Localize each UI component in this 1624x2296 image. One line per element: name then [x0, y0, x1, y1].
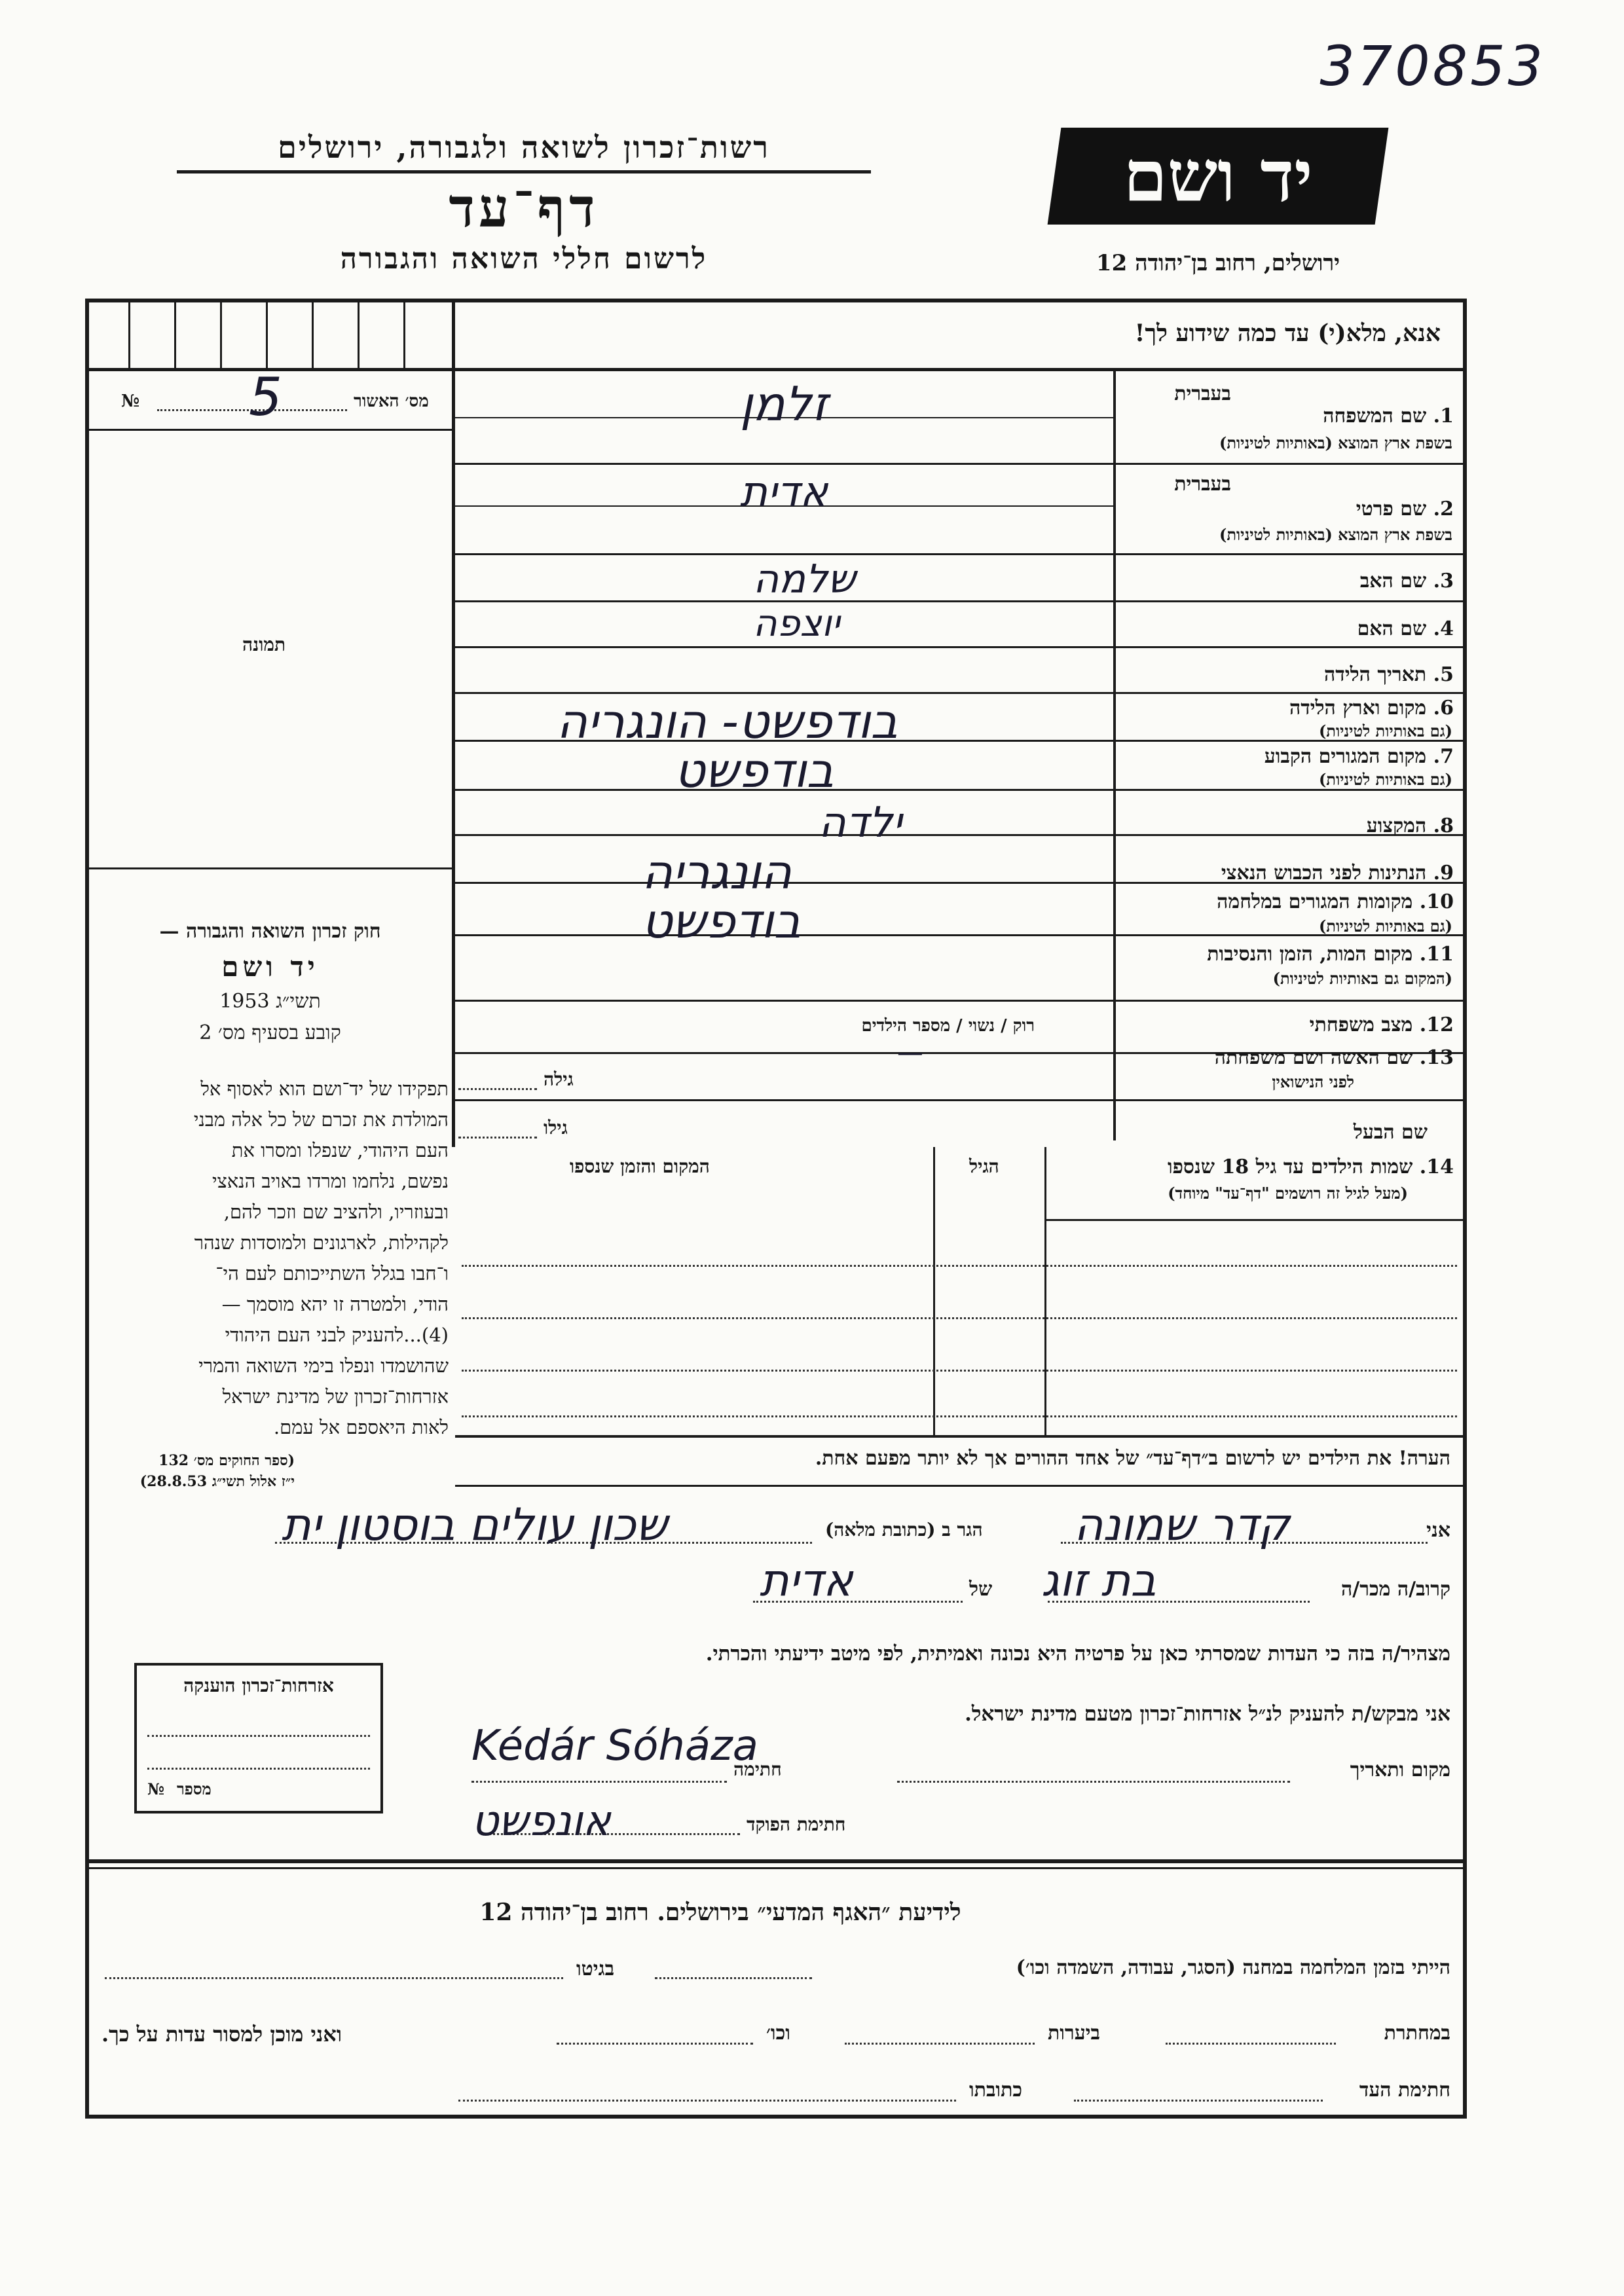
top-tick-boxes — [89, 302, 449, 368]
field-9-value: הונגריה — [642, 845, 792, 900]
field-7-label: 7. מקום המגורים הקבוע — [1264, 745, 1454, 768]
address-label: כתובתו — [969, 2079, 1023, 2102]
ghetto-label: בגיטו — [576, 1958, 615, 1980]
field-2-sub: בשפת ארץ המוצא (באותיות לטיניות) — [1219, 525, 1452, 544]
signature-label: חתימה — [733, 1758, 782, 1780]
etc-label: וכו׳ — [766, 2022, 790, 2045]
field-13-label: 13. שם האשה ושם משפחתה — [1214, 1046, 1454, 1069]
citizenship-no-symbol: № — [147, 1779, 165, 1798]
field-12-label: 12. מצב משפחתי — [1309, 1013, 1454, 1036]
logo-text: יד ושם — [1123, 136, 1313, 218]
declarant-lives-in: הגר ב (כתובת מלאה) — [825, 1519, 983, 1540]
field-4-value: יוצפה — [753, 602, 840, 645]
field-6-value: בודפשט- הונגריה — [557, 694, 898, 749]
law-line-2: יד ושם — [221, 951, 319, 983]
place-date-label: מקום ותאריך — [1350, 1758, 1450, 1781]
law-ref-1: (ספר החוקים מס׳ 132 — [158, 1452, 295, 1469]
officer-label: חתימת הפוקד — [747, 1813, 846, 1835]
field-8-label: 8. המקצוע — [1366, 814, 1454, 837]
field-1-hebrew-tag: בעברית — [1174, 382, 1231, 405]
field-12-options: רוק / נשוי / מספר הילדים — [861, 1016, 1035, 1036]
form-title: דף־עד — [449, 177, 599, 240]
children-sub: (מעל לגיל זה רושמים "דף־עד" מיוחד) — [1168, 1184, 1408, 1203]
form-intro: אנא, מלא(י) עד כמה שידוע לך! — [1134, 319, 1441, 347]
forests-label: ביערות — [1048, 2022, 1101, 2045]
field-2-value: אדית — [740, 468, 828, 517]
law-line-4: קובע בסעיף מס׳ 2 — [199, 1021, 341, 1044]
of-label: של — [969, 1578, 993, 1601]
citizenship-title: אזרחות־זכרון הוענקה — [183, 1675, 334, 1696]
archive-section-title: לידיעת ״האגף המדעי״ בירושלים. רחוב בן־יהודה 12 — [479, 1899, 961, 1926]
field-7-value: בודפשט — [674, 743, 834, 798]
field-3-value: שלמה — [753, 556, 856, 602]
children-table — [455, 1147, 1464, 1435]
witness-sig-label: חתימת העד — [1359, 2079, 1450, 2102]
field-11-sub: (המקום גם באותיות לטיניות) — [1272, 969, 1452, 988]
declarant-address: שכון עולים בוסטון ית — [282, 1499, 668, 1551]
form-subtitle: לרשום חללי השואה והגבורה — [340, 242, 708, 276]
authority-name: רשות־זכרון לשואה ולגבורה, ירושלים — [278, 130, 770, 165]
of-value: אדית — [760, 1555, 853, 1607]
law-line-1: חוק זכרון השואה והגבורה — — [159, 920, 381, 943]
field-8-value: ילדה — [819, 799, 902, 847]
approval-no-symbol: № — [121, 392, 140, 411]
field-10-sub: (גם באותיות לטיניות) — [1318, 917, 1452, 936]
photo-label: תמונה — [242, 634, 286, 655]
field-10-label: 10. מקומות המגורים במלחמה — [1217, 890, 1454, 913]
husband-age-label: גילו — [544, 1117, 568, 1139]
field-13-age-label: גילה — [544, 1068, 574, 1090]
law-ref-2: י״ז אלול תשי״ג 28.8.53) — [139, 1473, 295, 1490]
note-text: הערה! את הילדים יש לרשום ב״דף־עד״ של אחד ההורים אך לא יותר מפעם אחת. — [815, 1447, 1450, 1470]
field-10-value: בודפשט — [642, 894, 802, 949]
husband-label: שם הבעל — [1353, 1121, 1428, 1144]
law-paragraph: תפקידו של יד־ושם הוא לאסוף אל המולדת את זכרם של כל אלה מבני העם היהודי, שנפלו ומסרו את נפשם, נלחמו ומרדו באויב הנאצי ובעוזריו, ולהציב שם וזכר להם, לקהילות, לארגונים ולמוסדות שנהר ו־חבו בגלל השתייכותם לעם הי־ הודי, ולמטרה זו יהא מוסמך — (4)...להעניק לבני העם היהודי שהושמדו ונפלו בימי השואה והמרי אזרחות־זכרון של מדינת ישראל לאות היאספם אל עמם. — [193, 1078, 449, 1438]
approval-label: מס׳ האשור — [354, 392, 429, 411]
field-13-sub: לפני הנישואין — [1272, 1072, 1354, 1091]
field-2-label: 2. שם פרטי — [1356, 498, 1454, 520]
field-2-hebrew-tag: בעברית — [1174, 473, 1231, 496]
field-1-label: 1. שם המשפחה — [1323, 405, 1454, 428]
field-5-label: 5. תאריך הלידה — [1324, 663, 1454, 686]
archive-number: 370853 — [1320, 34, 1545, 98]
hiding-label: במחתרת — [1384, 2022, 1450, 2045]
approval-value: 5 — [249, 367, 282, 428]
ready-label: ואני מוכן למסור עדות על כך. — [101, 2022, 342, 2047]
relative-label: קרוב/ה מכר/ה — [1341, 1578, 1450, 1601]
request-text: אני מבקש/ת להעניק לנ״ל אזרחות־זכרון מטעם מדינת ישראל. — [965, 1702, 1450, 1726]
officer-signature: אונפשט — [471, 1797, 611, 1846]
field-1-value: זלמן — [740, 376, 828, 431]
field-6-label: 6. מקום וארץ הלידה — [1289, 697, 1454, 720]
field-4-label: 4. שם האם — [1357, 617, 1454, 640]
citizenship-number-label: מספר — [177, 1779, 212, 1798]
camp-line: הייתי בזמן המלחמה במחנה (הסגר, עבודה, השמדה וכו׳) — [1016, 1956, 1450, 1979]
declaration-text: מצהיר/ה בזה כי העדות שמסרתי כאן על פרטיה היא נכונה ואמיתית, לפי מיטב ידיעתי והכרתי. — [705, 1642, 1450, 1666]
signature-value: Kédár Sóháza — [471, 1722, 758, 1770]
field-7-sub: (גם באותיות לטיניות) — [1318, 770, 1452, 789]
children-title: 14. שמות הילדים עד גיל 18 שנספו — [1167, 1156, 1454, 1178]
field-12-value: — — [897, 1038, 923, 1068]
relation-value: בת זוג — [1041, 1555, 1156, 1607]
field-6-sub: (גם באותיות לטיניות) — [1318, 721, 1452, 740]
children-age-col: הגיל — [969, 1156, 999, 1177]
declarant-name: קדר שמונה — [1074, 1499, 1290, 1551]
header-address: ירושלים, רחוב בן־יהודה 12 — [1096, 250, 1340, 276]
field-3-label: 3. שם האב — [1359, 570, 1454, 592]
field-11-label: 11. מקום המות, הזמן והנסיבות — [1207, 943, 1454, 966]
law-line-3: תשי״ג 1953 — [219, 990, 321, 1013]
declarant-ani: אני — [1426, 1519, 1450, 1542]
children-place-col: המקום והזמן שנספו — [570, 1156, 710, 1177]
field-1-sub: בשפת ארץ המוצא (באותיות לטיניות) — [1219, 433, 1452, 452]
field-9-label: 9. הנתינות לפני הכבוש הנאצי — [1221, 862, 1454, 884]
